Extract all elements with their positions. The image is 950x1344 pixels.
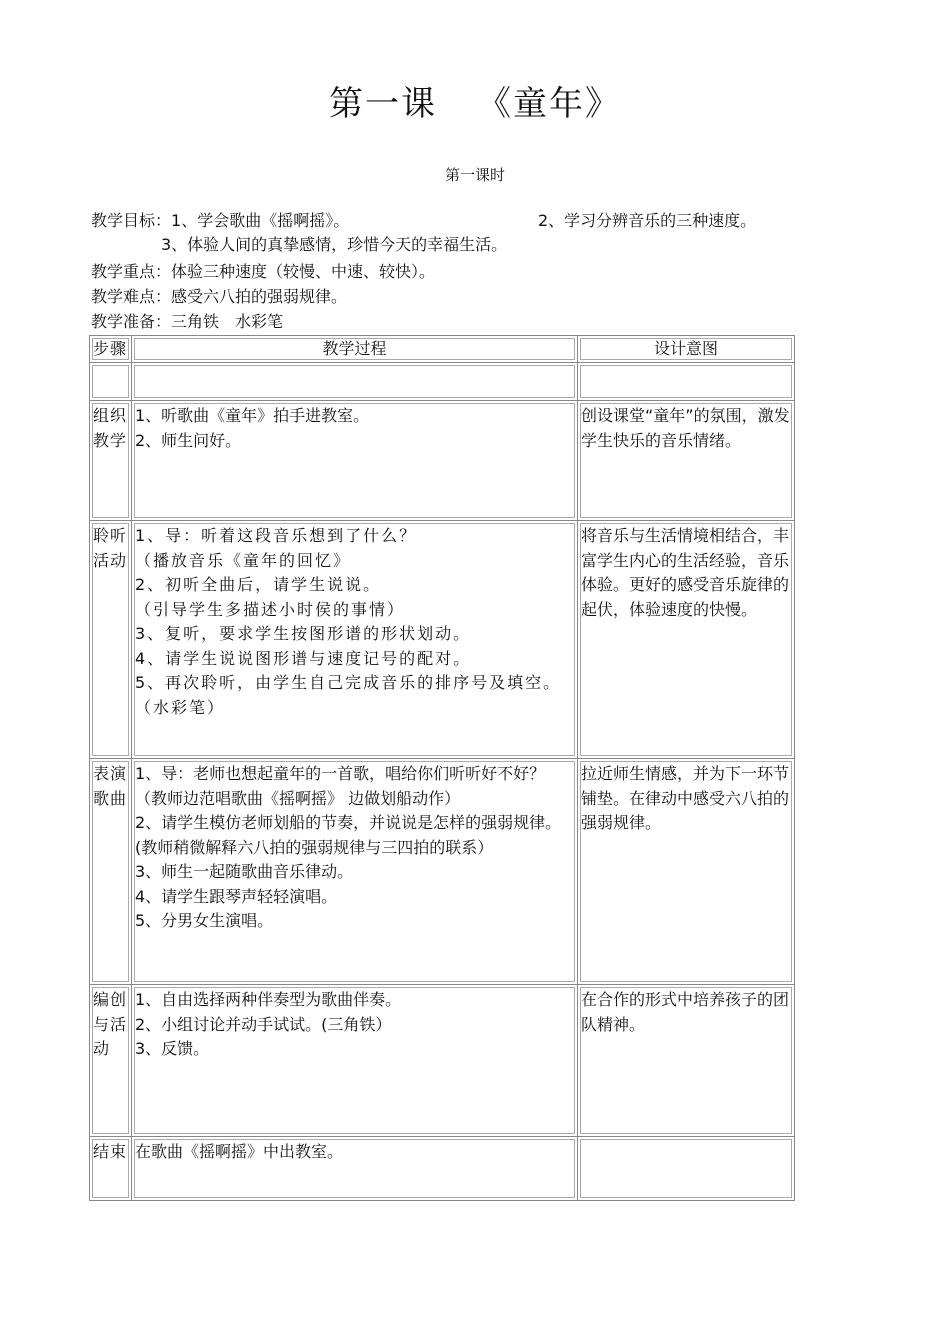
step-cell: 聆听活动 xyxy=(90,521,132,759)
step-cell: 结束 xyxy=(90,1137,132,1201)
process-cell: 1、导：老师也想起童年的一首歌，唱给你们听听好不好？ （教师边范唱歌曲《摇啊摇》 边做划船动作） 2、请学生模仿老师划船的节奏，并说说是怎样的强弱规律。(教师稍微解释六八拍的强弱规律与三四拍的联系） 3、师生一起随歌曲音乐律动。 4、请学生跟琴声轻轻演唱。 5、分男女生演唱。 xyxy=(132,759,578,985)
objective-1: 1、学会歌曲《摇啊摇》。 xyxy=(171,211,350,230)
table-row xyxy=(90,1137,795,1201)
process-cell: 1、自由选择两种伴奏型为歌曲伴奏。 2、小组讨论并动手试试。(三角铁） 3、反馈。 xyxy=(132,985,578,1137)
step-cell: 表演歌曲 xyxy=(90,759,132,985)
difficulty: 教学难点：感受六八拍的强弱规律。 xyxy=(91,287,348,306)
intent-cell: 将音乐与生活情境相结合，丰富学生内心的生活经验，音乐体验。更好的感受音乐旋律的起伏，体验速度的快慢。 xyxy=(578,521,795,759)
step-cell: 编创与活动 xyxy=(90,985,132,1137)
header-step: 步骤 xyxy=(90,336,132,363)
process-cell: 1、导：听着这段音乐想到了什么？ （播放音乐《童年的回忆》 2、初听全曲后，请学生说说。 （引导学生多描述小时侯的事情） 3、复听，要求学生按图形谱的形状划动。 4、请学生说说图形谱与速度记号的配对。 5、再次聆听，由学生自己完成音乐的排序号及填空。 （水彩笔） xyxy=(132,521,578,759)
intent-cell xyxy=(578,1137,795,1201)
table-header-row xyxy=(90,336,795,363)
title-song: 《童年》 xyxy=(477,84,621,124)
table-empty-row xyxy=(90,363,795,401)
objectives-line-1 xyxy=(91,211,349,231)
objective-3: 3、体验人间的真挚感情，珍惜今天的幸福生活。 xyxy=(161,235,508,254)
intent-cell: 在合作的形式中培养孩子的团队精神。 xyxy=(578,985,795,1137)
objectives-label: 教学目标： xyxy=(91,211,172,230)
intent-cell: 创设课堂“童年”的氛围，激发学生快乐的音乐情绪。 xyxy=(578,401,795,521)
page-subtitle: 第一课时 xyxy=(444,166,505,184)
preparation: 教学准备：三角铁 水彩笔 xyxy=(91,312,284,331)
table-row xyxy=(90,759,795,985)
process-cell: 1、听歌曲《童年》拍手进教室。 2、师生问好。 xyxy=(132,401,578,521)
objective-2: 2、学习分辨音乐的三种速度。 xyxy=(538,211,757,230)
lesson-plan-table xyxy=(89,335,795,1201)
table-row xyxy=(90,401,795,521)
page-title xyxy=(0,76,950,125)
key-point: 教学重点：体验三种速度（较慢、中速、较快）。 xyxy=(91,262,436,281)
table-row xyxy=(90,985,795,1137)
header-intent: 设计意图 xyxy=(578,336,795,363)
header-process: 教学过程 xyxy=(132,336,578,363)
process-cell: 在歌曲《摇啊摇》中出教室。 xyxy=(132,1137,578,1201)
intent-cell: 拉近师生情感，并为下一环节铺垫。在律动中感受六八拍的强弱规律。 xyxy=(578,759,795,985)
table-row xyxy=(90,521,795,759)
step-cell: 组织教学 xyxy=(90,401,132,521)
title-lesson: 第一课 xyxy=(329,84,437,124)
